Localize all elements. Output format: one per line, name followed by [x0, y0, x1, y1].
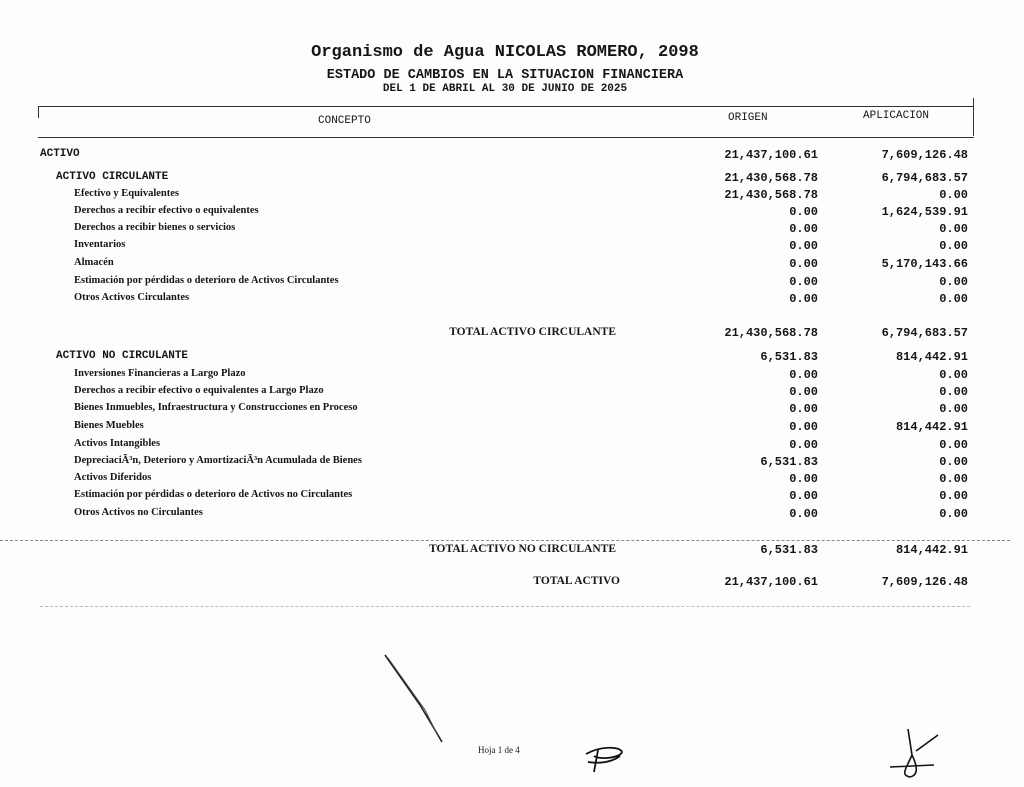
table-row: [0, 275, 1024, 292]
row-label: Inversiones Financieras a Largo Plazo: [74, 368, 246, 379]
table-row: [0, 472, 1024, 489]
column-header-origin: ORIGEN: [728, 112, 768, 124]
table-row: [0, 257, 1024, 274]
application-value: 0.00: [939, 455, 968, 469]
row-label: TOTAL ACTIVO: [533, 575, 620, 587]
application-value: 0.00: [939, 292, 968, 306]
signature-initial-center: [580, 742, 630, 776]
application-value: 814,442.91: [895, 350, 968, 364]
origin-value: 0.00: [789, 402, 818, 416]
table-row: [0, 438, 1024, 455]
application-value: 0.00: [939, 385, 968, 399]
application-value: 7,609,126.48: [881, 575, 968, 589]
table-row: [0, 292, 1024, 309]
table-row: [0, 368, 1024, 385]
row-total-activo: [0, 575, 1024, 592]
application-value: 0.00: [939, 438, 968, 452]
origin-value: 0.00: [789, 239, 818, 253]
table-row: [0, 455, 1024, 472]
origin-value: 21,430,568.78: [724, 326, 818, 340]
application-value: 0.00: [939, 489, 968, 503]
origin-value: 0.00: [789, 292, 818, 306]
origin-value: 0.00: [789, 222, 818, 236]
row-label: TOTAL ACTIVO CIRCULANTE: [449, 326, 616, 338]
header-bottom-rule: [38, 137, 974, 138]
organization-title: Organismo de Agua NICOLAS ROMERO, 2098: [311, 43, 699, 62]
row-label: ACTIVO CIRCULANTE: [56, 171, 169, 183]
origin-value: 21,437,100.61: [724, 148, 818, 162]
application-value: 0.00: [939, 275, 968, 289]
origin-value: 6,531.83: [760, 350, 818, 364]
origin-value: 0.00: [789, 205, 818, 219]
origin-value: 0.00: [789, 438, 818, 452]
row-label: Activos Diferidos: [74, 472, 152, 483]
signature-right: [886, 725, 946, 785]
origin-value: 0.00: [789, 257, 818, 271]
report-title: ESTADO DE CAMBIOS EN LA SITUACION FINANCIERA: [326, 68, 684, 83]
application-value: 0.00: [939, 472, 968, 486]
row-label: Efectivo y Equivalentes: [74, 188, 179, 199]
origin-value: 0.00: [789, 472, 818, 486]
origin-value: 0.00: [789, 507, 818, 521]
row-label: Activos Intangibles: [74, 438, 161, 449]
table-row: [0, 222, 1024, 239]
row-label: Bienes Muebles: [74, 420, 144, 431]
row-label: ACTIVO: [40, 148, 80, 160]
report-period: DEL 1 DE ABRIL AL 30 DE JUNIO DE 2025: [382, 83, 628, 95]
table-row: [0, 489, 1024, 506]
row-label: Almacén: [74, 257, 114, 268]
application-value: 0.00: [939, 402, 968, 416]
row-activo-circulante: [0, 171, 1024, 188]
scan-dashed-line: [0, 540, 1010, 541]
row-label: Derechos a recibir efectivo o equivalentes: [74, 205, 259, 216]
table-row: [0, 402, 1024, 419]
origin-value: 0.00: [789, 385, 818, 399]
application-value: 0.00: [939, 239, 968, 253]
row-total-activo-circulante: [0, 326, 1024, 343]
origin-value: 21,430,568.78: [724, 171, 818, 185]
row-label: Inventarios: [74, 239, 126, 250]
application-value: 1,624,539.91: [881, 205, 968, 219]
application-value: 0.00: [939, 222, 968, 236]
row-label: Estimación por pérdidas o deterioro de Activos Circulantes: [74, 275, 339, 286]
application-value: 0.00: [939, 188, 968, 202]
table-row: [0, 205, 1024, 222]
header-right-rule: [973, 98, 974, 136]
page-number: Hoja 1 de 4: [478, 745, 520, 755]
application-value: 814,442.91: [895, 420, 968, 434]
table-row: [0, 507, 1024, 524]
row-label: Derechos a recibir efectivo o equivalentes a Largo Plazo: [74, 385, 324, 396]
application-value: 814,442.91: [895, 543, 968, 557]
row-activo: [0, 148, 1024, 165]
application-value: 0.00: [939, 368, 968, 382]
scan-dashed-line: [40, 606, 970, 607]
header-left-rule: [38, 106, 39, 118]
origin-value: 21,437,100.61: [724, 575, 818, 589]
row-activo-no-circulante: [0, 350, 1024, 367]
origin-value: 6,531.83: [760, 455, 818, 469]
table-row: [0, 239, 1024, 256]
row-label: Estimación por pérdidas o deterioro de Activos no Circulantes: [74, 489, 353, 500]
application-value: 5,170,143.66: [881, 257, 968, 271]
row-label: DepreciaciÃ³n, Deterioro y AmortizaciÃ³n Acumulada de Bienes: [74, 455, 362, 466]
row-label: Otros Activos Circulantes: [74, 292, 190, 303]
origin-value: 21,430,568.78: [724, 188, 818, 202]
table-row: [0, 420, 1024, 437]
row-total-activo-no-circulante: [0, 543, 1024, 560]
table-row: [0, 385, 1024, 402]
header-top-rule: [38, 106, 974, 107]
column-header-application: APLICACION: [863, 110, 930, 122]
origin-value: 0.00: [789, 275, 818, 289]
origin-value: 0.00: [789, 489, 818, 503]
origin-value: 6,531.83: [760, 543, 818, 557]
row-label: Otros Activos no Circulantes: [74, 507, 203, 518]
application-value: 6,794,683.57: [881, 171, 968, 185]
column-header-concept: CONCEPTO: [318, 115, 371, 127]
row-label: Derechos a recibir bienes o servicios: [74, 222, 236, 233]
origin-value: 0.00: [789, 420, 818, 434]
row-label: ACTIVO NO CIRCULANTE: [56, 350, 189, 362]
signature-stroke-left: [380, 650, 460, 750]
application-value: 7,609,126.48: [881, 148, 968, 162]
application-value: 0.00: [939, 507, 968, 521]
table-row: [0, 188, 1024, 205]
row-label: Bienes Inmuebles, Infraestructura y Construcciones en Proceso: [74, 402, 358, 413]
origin-value: 0.00: [789, 368, 818, 382]
row-label: TOTAL ACTIVO NO CIRCULANTE: [429, 543, 616, 555]
application-value: 6,794,683.57: [881, 326, 968, 340]
